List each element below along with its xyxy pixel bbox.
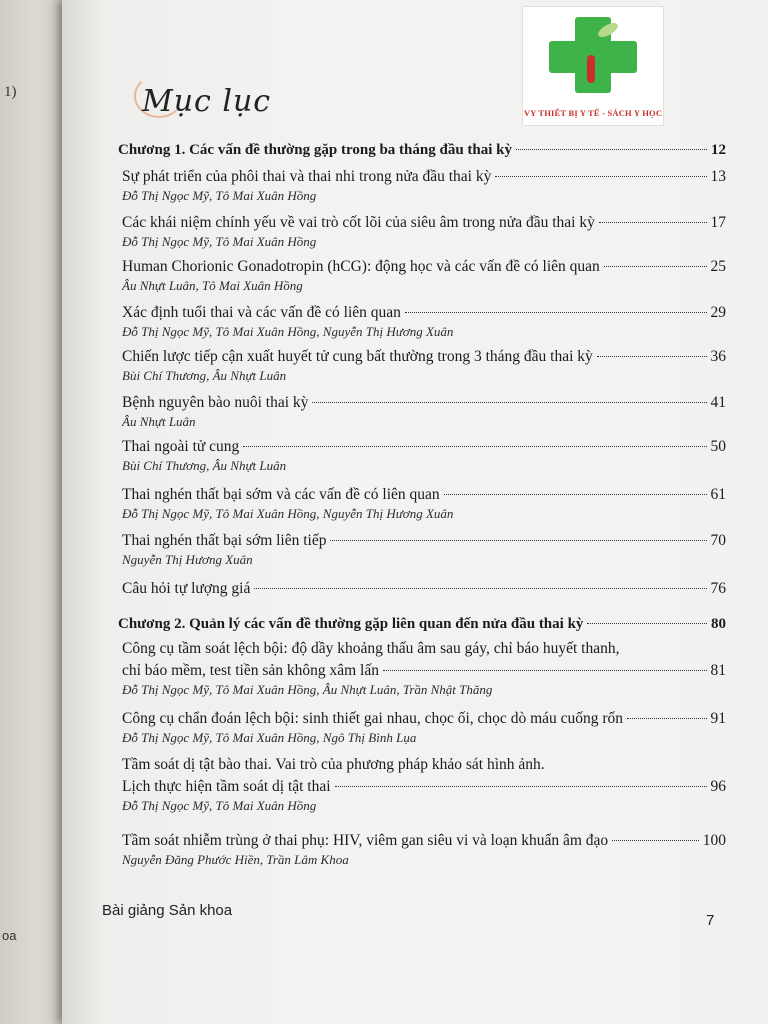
toc-leader-dots bbox=[627, 718, 706, 719]
toc-entry-title: Sự phát triển của phôi thai và thai nhi trong nửa đầu thai kỳ bbox=[122, 168, 492, 185]
toc-line bbox=[122, 168, 726, 186]
toc-entry-authors: Nguyễn Đăng Phước Hiền, Trần Lâm Khoa bbox=[122, 852, 349, 867]
watermark-logo bbox=[522, 6, 664, 126]
toc-entry-authors: Bùi Chí Thương, Âu Nhựt Luân bbox=[122, 458, 287, 473]
toc-entry-title: Xác định tuổi thai và các vấn đề có liên quan bbox=[122, 304, 401, 321]
toc-entry bbox=[122, 580, 726, 598]
toc-entry bbox=[122, 710, 726, 746]
toc-leader-dots bbox=[587, 623, 707, 624]
toc-leader-dots bbox=[599, 222, 707, 223]
toc-page-number: 13 bbox=[710, 168, 726, 185]
toc-page-number: 70 bbox=[710, 532, 726, 549]
toc-entry-authors: Đỗ Thị Ngọc Mỹ, Tô Mai Xuân Hồng, Nguyễn Thị Hương Xuân bbox=[122, 324, 454, 339]
toc-entry-title-line: Tầm soát dị tật bào thai. Vai trò của phương pháp khảo sát hình ảnh. bbox=[122, 756, 545, 773]
toc-page-number: 41 bbox=[710, 394, 726, 411]
toc-leader-dots bbox=[612, 840, 699, 841]
toc-line bbox=[122, 438, 726, 456]
toc-entry bbox=[122, 258, 726, 294]
logo-text: VY THIẾT BỊ Y TẾ - SÁCH Y HỌC bbox=[523, 108, 663, 118]
toc-page-number: 96 bbox=[710, 778, 726, 795]
toc-leader-dots bbox=[604, 266, 707, 267]
toc-leader-dots bbox=[516, 149, 707, 150]
toc-entry bbox=[122, 394, 726, 430]
toc-leader-dots bbox=[444, 494, 707, 495]
toc-page-number: 17 bbox=[710, 214, 726, 231]
toc-leader-dots bbox=[312, 402, 706, 403]
toc-entry-title: Công cụ chẩn đoán lệch bội: sinh thiết gai nhau, chọc ối, chọc dò máu cuống rốn bbox=[122, 710, 624, 727]
toc-entry-title: Câu hỏi tự lượng giá bbox=[122, 580, 251, 597]
toc-entry-authors: Âu Nhựt Luân bbox=[122, 414, 196, 429]
toc-leader-dots bbox=[330, 540, 706, 541]
toc-entry-title: Thai nghén thất bại sớm và các vấn đề có liên quan bbox=[122, 486, 440, 503]
toc-page-number: 100 bbox=[702, 832, 726, 849]
toc-leader-dots bbox=[597, 356, 707, 357]
toc-page-number: 36 bbox=[710, 348, 726, 365]
toc-entry bbox=[122, 640, 726, 698]
toc-entry-title: Các khái niệm chính yếu về vai trò cốt lõi của siêu âm trong nửa đầu thai kỳ bbox=[122, 214, 595, 231]
toc-entry-title: Thai ngoài tử cung bbox=[122, 438, 240, 455]
left-page-edge bbox=[0, 0, 62, 1024]
toc-line bbox=[118, 142, 726, 159]
toc-line bbox=[122, 348, 726, 366]
toc-line bbox=[122, 832, 726, 850]
toc-entry-authors: Đỗ Thị Ngọc Mỹ, Tô Mai Xuân Hồng bbox=[122, 234, 317, 249]
toc-entry bbox=[122, 756, 726, 814]
toc-page-number: 25 bbox=[710, 258, 726, 275]
toc-chapter-title: Chương 1. Các vấn đề thường gặp trong ba tháng đầu thai kỳ bbox=[118, 142, 513, 158]
toc-entry-title: Human Chorionic Gonadotropin (hCG): động học và các vấn đề có liên quan bbox=[122, 258, 600, 275]
toc-leader-dots bbox=[495, 176, 706, 177]
toc-entry bbox=[122, 168, 726, 204]
toc-page-number: 81 bbox=[710, 662, 726, 679]
toc-entry bbox=[122, 214, 726, 250]
toc-page-number: 80 bbox=[711, 616, 726, 632]
left-page-mark: 1) bbox=[4, 84, 17, 100]
footer-page-number: 7 bbox=[706, 912, 715, 929]
toc-line bbox=[122, 580, 726, 598]
toc-page-number: 91 bbox=[710, 710, 726, 727]
toc-entry-authors: Đỗ Thị Ngọc Mỹ, Tô Mai Xuân Hồng, Ngô Thị Bình Lụa bbox=[122, 730, 417, 745]
toc-entry bbox=[122, 348, 726, 384]
toc-entry bbox=[122, 532, 726, 568]
toc-line bbox=[122, 394, 726, 412]
toc-leader-dots bbox=[405, 312, 707, 313]
toc-chapter-title: Chương 2. Quản lý các vấn đề thường gặp liên quan đến nửa đầu thai kỳ bbox=[118, 616, 584, 632]
toc-chapter bbox=[118, 142, 726, 159]
toc-entry bbox=[122, 304, 726, 340]
toc-chapter bbox=[118, 616, 726, 633]
toc-entry-authors: Nguyễn Thị Hương Xuân bbox=[122, 552, 253, 567]
toc-line bbox=[122, 214, 726, 232]
toc-page-number: 29 bbox=[710, 304, 726, 321]
toc-entry-title: Chiến lược tiếp cận xuất huyết tử cung bất thường trong 3 tháng đầu thai kỳ bbox=[122, 348, 593, 365]
toc-line bbox=[122, 258, 726, 276]
toc-leader-dots bbox=[243, 446, 706, 447]
toc-entry-title: Lịch thực hiện tầm soát dị tật thai bbox=[122, 778, 331, 795]
toc-entry-title: Bệnh nguyên bào nuôi thai kỳ bbox=[122, 394, 309, 411]
toc-entry-authors: Đỗ Thị Ngọc Mỹ, Tô Mai Xuân Hồng, Nguyễn Thị Hương Xuân bbox=[122, 506, 454, 521]
toc-entry-authors: Đỗ Thị Ngọc Mỹ, Tô Mai Xuân Hồng bbox=[122, 798, 317, 813]
toc-line bbox=[122, 778, 726, 796]
footer-book-title: Bài giảng Sản khoa bbox=[102, 902, 233, 919]
logo-figure-icon bbox=[587, 55, 595, 83]
toc-line bbox=[122, 486, 726, 504]
toc-entry-authors: Âu Nhựt Luân, Tô Mai Xuân Hồng bbox=[122, 278, 303, 293]
toc-entry-title: Thai nghén thất bại sớm liên tiếp bbox=[122, 532, 327, 549]
left-page-footer-fragment: oa bbox=[2, 928, 17, 943]
toc-entry bbox=[122, 832, 726, 868]
toc-leader-dots bbox=[383, 670, 707, 671]
toc-leader-dots bbox=[335, 786, 707, 787]
book-page bbox=[62, 0, 768, 1024]
toc-page-number: 12 bbox=[711, 142, 726, 158]
toc-entry-authors: Bùi Chí Thương, Âu Nhựt Luân bbox=[122, 368, 287, 383]
toc-line bbox=[122, 710, 726, 728]
toc-page-number: 61 bbox=[710, 486, 726, 503]
toc-entry-title: chỉ báo mềm, test tiền sản không xâm lấn bbox=[122, 662, 379, 679]
toc-line bbox=[122, 304, 726, 322]
toc-line bbox=[118, 616, 726, 633]
toc-entry-title: Tầm soát nhiễm trùng ở thai phụ: HIV, viêm gan siêu vi và loạn khuẩn âm đạo bbox=[122, 832, 609, 849]
toc-entry-authors: Đỗ Thị Ngọc Mỹ, Tô Mai Xuân Hồng bbox=[122, 188, 317, 203]
toc-entry-title-line: Công cụ tầm soát lệch bội: độ dầy khoảng thấu âm sau gáy, chỉ báo huyết thanh, bbox=[122, 640, 620, 657]
toc-page-number: 50 bbox=[710, 438, 726, 455]
page-title: Mục lục bbox=[142, 84, 272, 119]
toc-entry bbox=[122, 438, 726, 474]
toc-entry-authors: Đỗ Thị Ngọc Mỹ, Tô Mai Xuân Hồng, Âu Nhựt Luân, Trần Nhật Thăng bbox=[122, 682, 493, 697]
toc-line bbox=[122, 532, 726, 550]
toc-page-number: 76 bbox=[710, 580, 726, 597]
toc-leader-dots bbox=[254, 588, 706, 589]
toc-entry bbox=[122, 486, 726, 522]
toc-line bbox=[122, 662, 726, 680]
